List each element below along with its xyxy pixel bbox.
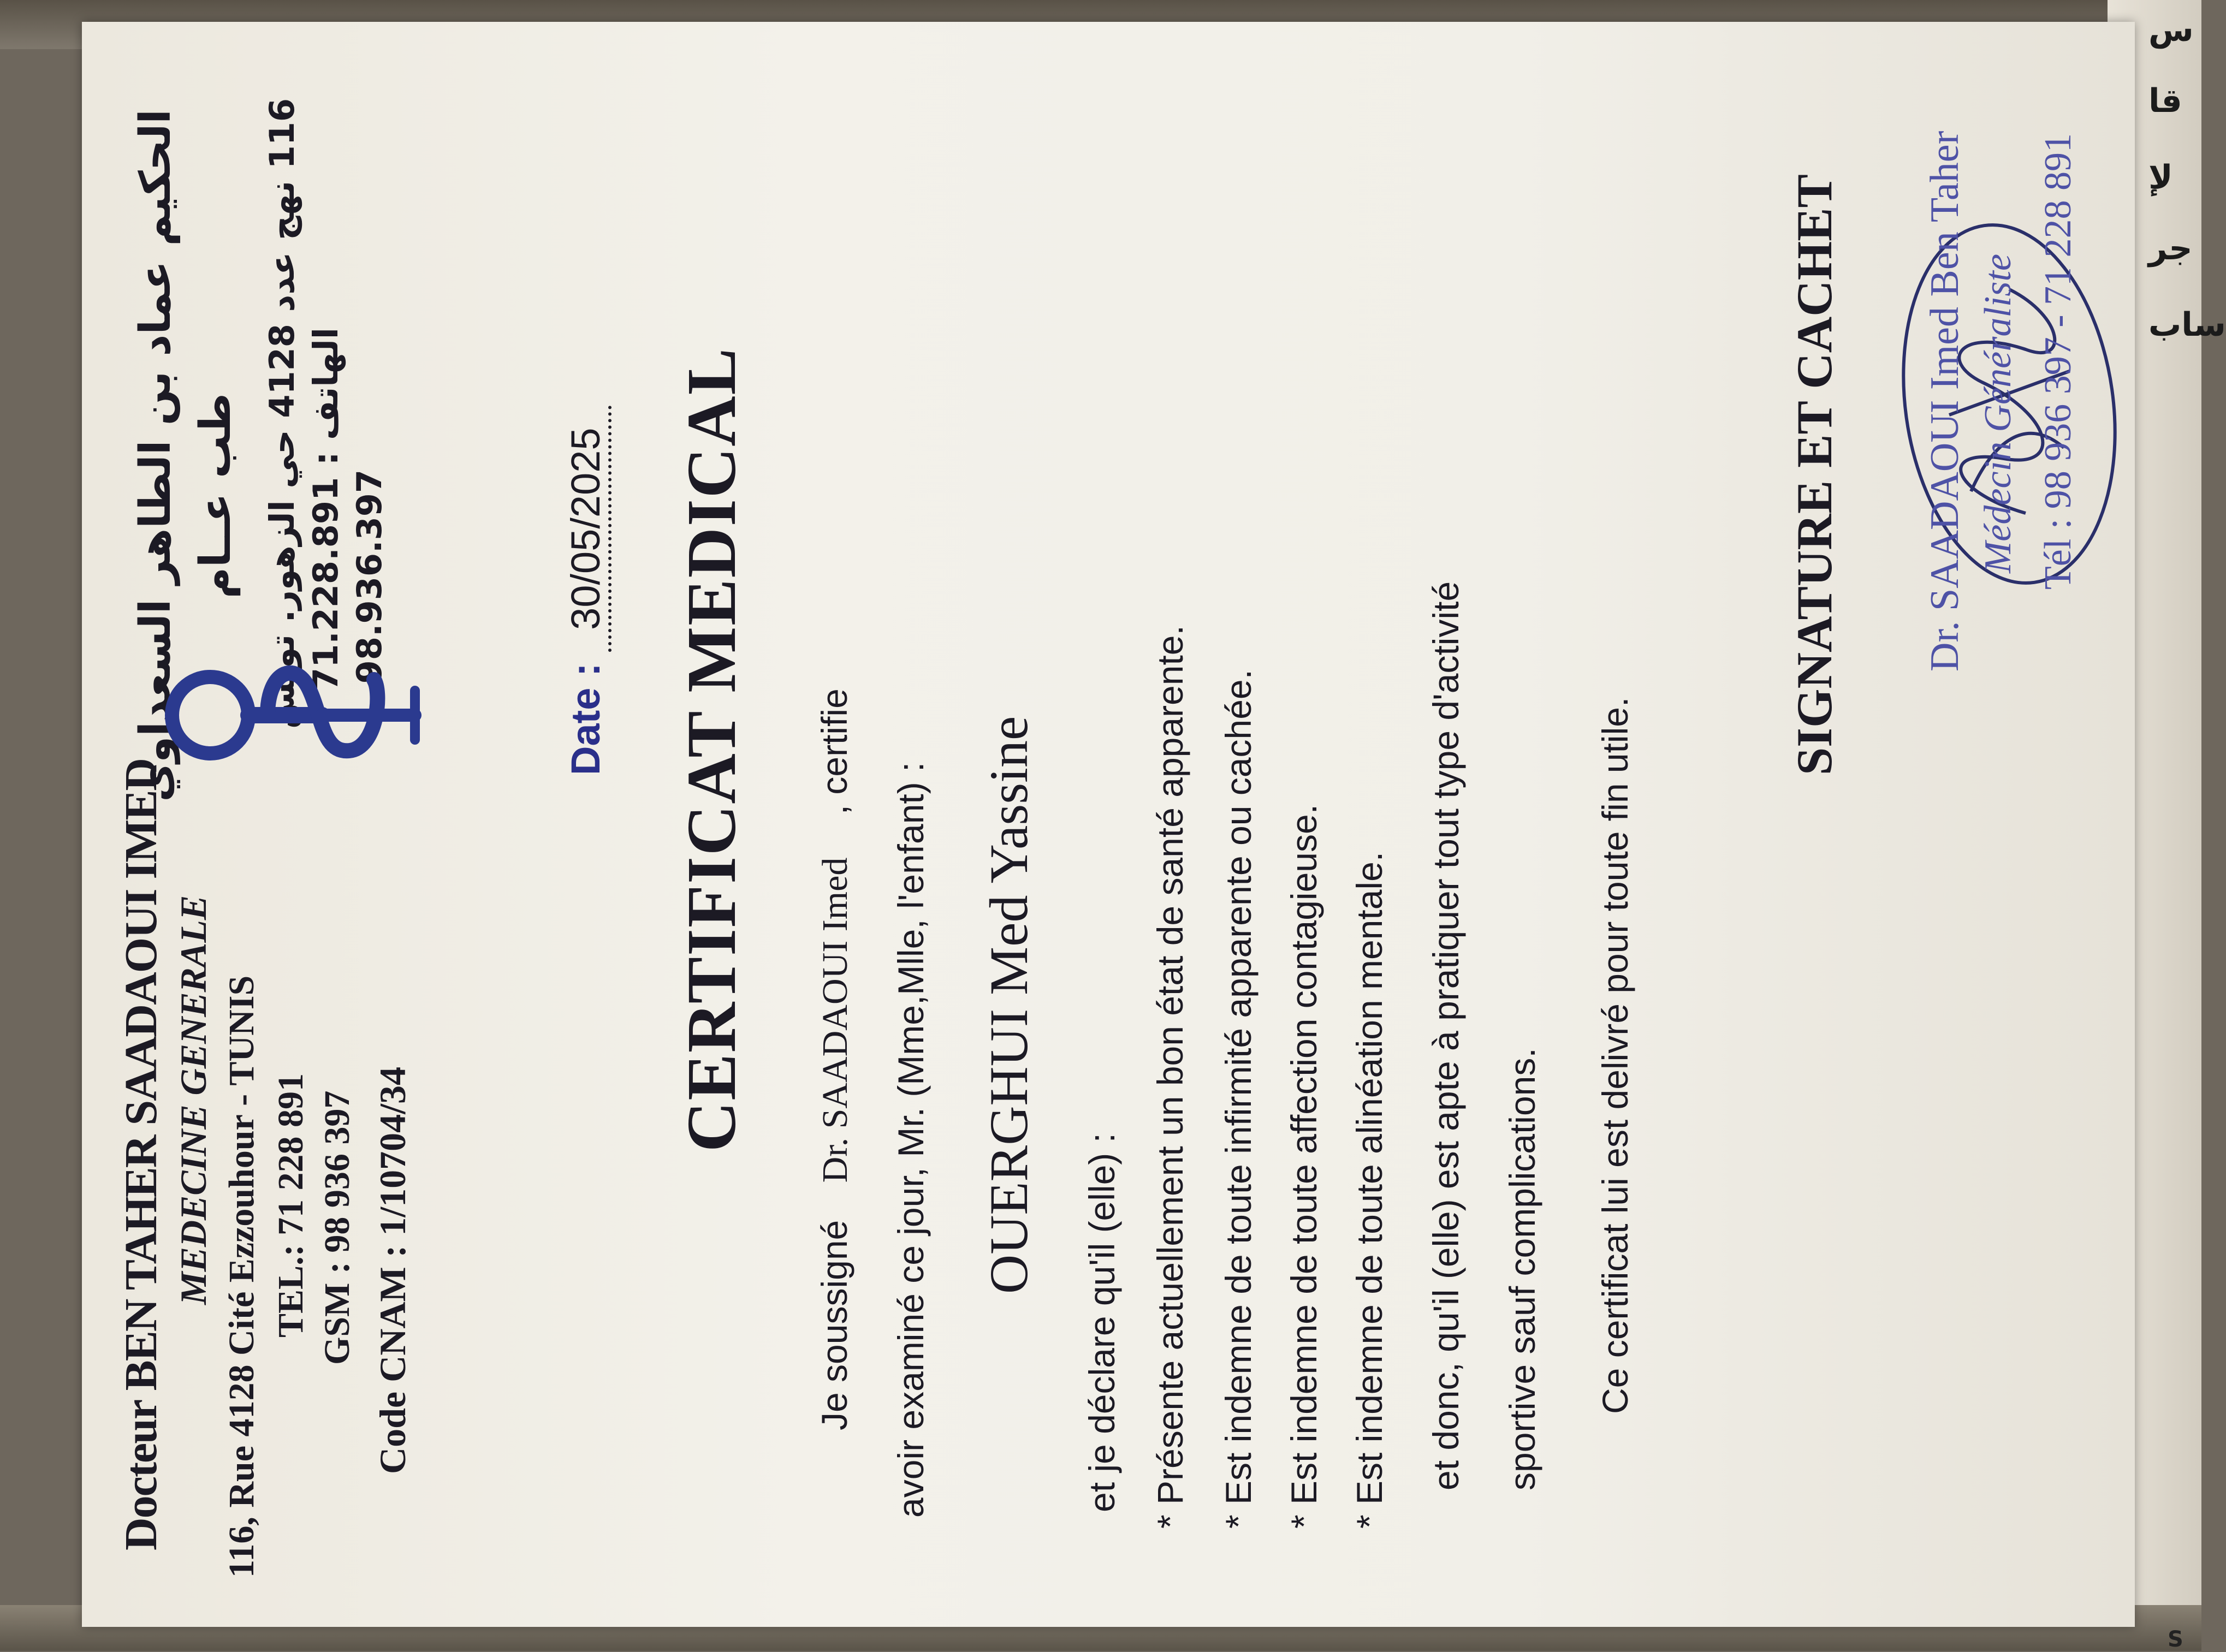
certificate-title: CERTIFICAT MEDICAL: [673, 347, 750, 1152]
doctor-address-arabic: 116 نهج عدد 4128 حي الزهور. تونس: [262, 98, 302, 729]
doctor-gsm: GSM : 98 936 397: [317, 1090, 357, 1365]
edge-fragment: لإ: [2148, 158, 2173, 197]
date-line: [562, 406, 609, 775]
medical-logo-icon: [158, 633, 420, 797]
closing-line: Ce certificat lui est delivré pour toute fin utile.: [1595, 697, 1635, 1414]
edge-fragment: S: [2168, 1627, 2183, 1652]
certify-suffix: , certifie: [814, 688, 854, 815]
examined-line: avoir examiné ce jour, Mr. (Mme,Mlle, l'enfant) :: [891, 762, 931, 1518]
edge-fragment: ساب: [2148, 306, 2226, 344]
doctor-specialty-arabic: طب عــام: [191, 393, 240, 599]
doctor-name: Docteur BEN TAHER SAADAOUI IMED: [116, 758, 167, 1550]
edge-fragment: قا: [2148, 82, 2182, 120]
declaration-item: * Est indemne de toute infirmité apparente ou cachée.: [1218, 669, 1259, 1529]
edge-fragment: جر: [2148, 229, 2193, 268]
stamp-doctor-name: Dr. SAADAOUI Imed Ben Taher: [1922, 130, 1967, 672]
date-label: Date :: [563, 663, 608, 775]
declaration-line: et je déclare qu'il (elle) :: [1082, 1133, 1122, 1512]
declaration-item: * Est indemne de toute alinéation mentale.: [1349, 851, 1390, 1529]
doctor-specialty: MEDECINE GENERALE: [173, 895, 214, 1305]
certificate-page: [82, 22, 2135, 1627]
fitness-line-cont: sportive sauf complications.: [1502, 1048, 1542, 1490]
edge-fragment: س: [2148, 11, 2194, 49]
doctor-cnam-code: Code CNAM : 1/10704/34: [372, 1066, 413, 1474]
doctor-gsm-arabic: 98.936.397: [349, 470, 389, 684]
certify-prefix: Je soussigné: [814, 1220, 854, 1430]
certify-line: [814, 688, 856, 1430]
doctor-phone-arabic: الهاتف : 71.228.891: [306, 328, 346, 692]
handwritten-doctor-name: Dr. SAADAOUI Imed: [815, 857, 855, 1183]
signature-label: SIGNATURE ET CACHET: [1786, 174, 1842, 775]
doctor-tel: TEL.: 71 228 891: [271, 1073, 311, 1338]
declaration-item: * Présente actuellement un bon état de santé apparente.: [1150, 625, 1190, 1529]
stamp-phone: Tél : 98 936 397 - 71 228 891: [2037, 133, 2079, 590]
date-value: 30/05/2025: [563, 406, 612, 651]
fitness-line: et donc, qu'il (elle) est apte à pratiquer tout type d'activité: [1426, 581, 1466, 1490]
patient-name: OUERGHUI Med Yassine: [978, 716, 1039, 1294]
doctor-address: 116, Rue 4128 Cité Ezzouhour - TUNIS: [222, 975, 262, 1578]
doctor-name-arabic: الحكيم عماد بن الطاهر السعداوي: [131, 109, 180, 802]
declaration-item: * Est indemne de toute affection contagieuse.: [1284, 804, 1324, 1529]
stamp-specialty: Médecin Généraliste: [1977, 253, 2019, 573]
